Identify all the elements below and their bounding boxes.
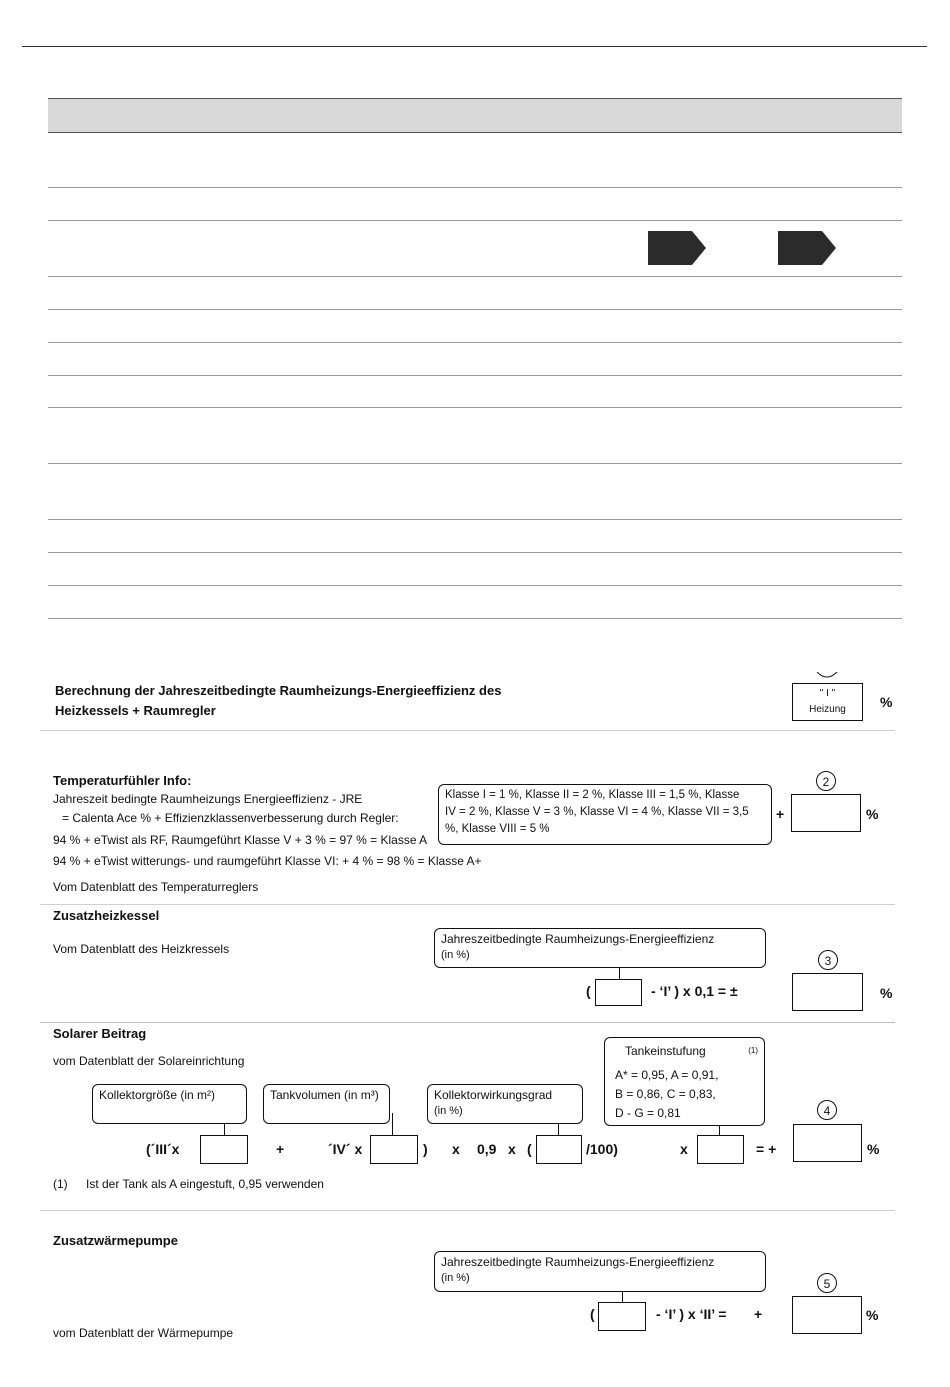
temp-line2: = Calenta Ace % + Effizienzklassenverbesserung durch Regler: [62, 811, 399, 825]
table-row-line [48, 375, 902, 376]
formula-x: x [680, 1141, 688, 1157]
table-row-line [48, 342, 902, 343]
percent-sign: % [866, 1307, 879, 1323]
percent-sign: % [867, 1141, 880, 1157]
wp-heading: Zusatzwärmepumpe [53, 1233, 178, 1248]
wirkungsgrad-input-box[interactable] [536, 1135, 582, 1164]
temp-line5: Vom Datenblatt des Temperaturreglers [53, 880, 259, 894]
percent-sign: % [880, 985, 893, 1001]
tankvolumen-box [263, 1084, 390, 1124]
table-row-line [48, 519, 902, 520]
wp-result-box[interactable] [792, 1296, 862, 1334]
connector-line [619, 968, 620, 979]
connector-line [558, 1124, 559, 1135]
kollektor-box [92, 1084, 247, 1124]
footnote-mark: (1) [53, 1177, 68, 1191]
kollektorwirkungsgrad-unit: (in %) [434, 1105, 463, 1117]
wp-formula: - ‘I’ ) x ‘II’ = [656, 1306, 727, 1322]
regler-result-box[interactable] [791, 794, 861, 832]
top-rule [22, 46, 927, 47]
connector-line [719, 1126, 720, 1135]
tank-class-box [604, 1037, 765, 1126]
klassen-line3: %, Klasse VIII = 5 % [445, 823, 550, 835]
tankvolumen-label: Tankvolumen (in m³) [270, 1088, 379, 1102]
formula-factor: 0,9 [477, 1141, 497, 1157]
table-header-row [48, 98, 902, 133]
step-number-5: 5 [817, 1273, 837, 1293]
footnote-text: Ist der Tank als A eingestuft, 0,95 verwenden [86, 1177, 324, 1191]
zusatz-eff-box [434, 928, 766, 968]
connector-line [392, 1113, 393, 1135]
klassen-line2: IV = 2 %, Klasse V = 3 %, Klasse VI = 4 %, Klasse VII = 3,5 [445, 806, 749, 818]
calc-title-line1: Berechnung der Jahreszeitbedingte Raumheizungs-Energieeffizienz des [55, 683, 502, 698]
temp-line3: 94 % + eTwist als RF, Raumgeführt Klasse V + 3 % = 97 % = Klasse A [53, 833, 428, 847]
zusatz-heading: Zusatzheizkessel [53, 908, 160, 923]
zusatz-eff-line1: Jahreszeitbedingte Raumheizungs-Energieeffizienz [441, 932, 715, 946]
wp-eff-line2: (in %) [441, 1272, 470, 1284]
kollektorwirkungsgrad-box [427, 1084, 583, 1124]
section-divider [40, 730, 895, 731]
calc-title-line2: Heizkessels + Raumregler [55, 703, 216, 718]
zusatz-result-box[interactable] [792, 973, 863, 1011]
formula-x: x [452, 1141, 460, 1157]
table-row-line [48, 187, 902, 188]
heizung-i-label: " I " [819, 688, 836, 699]
table-row-line [48, 585, 902, 586]
table-row-line [48, 309, 902, 310]
zusatz-source: Vom Datenblatt des Heizkressels [53, 942, 230, 956]
section-divider [40, 1022, 895, 1023]
formula-iii: (´III´x [146, 1141, 180, 1157]
tankvolumen-input-box[interactable] [370, 1135, 418, 1164]
section-divider [40, 1210, 895, 1211]
zusatz-input-box[interactable] [595, 979, 642, 1006]
temp-heading: Temperaturfühler Info: [53, 773, 192, 788]
klassen-info-box [438, 784, 772, 845]
section-divider [40, 904, 895, 905]
formula-open-paren: ( [527, 1141, 532, 1157]
wp-input-box[interactable] [598, 1302, 646, 1331]
formula-x: x [508, 1141, 516, 1157]
tank-class-title: Tankeinstufung [625, 1044, 706, 1058]
formula-equals: = + [756, 1141, 777, 1157]
tank-class-note: (1) [748, 1046, 758, 1055]
wp-eff-line1: Jahreszeitbedingte Raumheizungs-Energieeffizienz [441, 1255, 715, 1269]
plus-sign: + [754, 1306, 763, 1322]
open-paren: ( [586, 983, 591, 999]
solar-source: vom Datenblatt der Solareinrichtung [53, 1054, 245, 1068]
percent-sign: % [880, 694, 893, 710]
step-number-4: 4 [817, 1100, 837, 1120]
step-number-3: 3 [818, 950, 838, 970]
step-number-2: 2 [816, 771, 836, 791]
heizung-label: Heizung [809, 704, 846, 715]
tank-class-input-box[interactable] [697, 1135, 744, 1164]
formula-iv: ´IV´ x [328, 1141, 363, 1157]
temp-line4: 94 % + eTwist witterungs- und raumgeführt Klasse VI: + 4 % = 98 % = Klasse A+ [53, 854, 482, 868]
table-row-line [48, 463, 902, 464]
table-row-line [48, 618, 902, 619]
percent-sign: % [866, 806, 879, 822]
tank-class-line1: A* = 0,95, A = 0,91, [615, 1068, 719, 1082]
table-row-line [48, 276, 902, 277]
formula-div: /100) [586, 1141, 618, 1157]
kollektor-input-box[interactable] [200, 1135, 248, 1164]
table-row-line [48, 552, 902, 553]
kollektorwirkungsgrad-label: Kollektorwirkungsgrad [434, 1088, 553, 1102]
tank-class-line3: D - G = 0,81 [615, 1106, 681, 1120]
energy-class-arrow-icon [778, 231, 836, 265]
solar-result-box[interactable] [793, 1124, 862, 1162]
wp-eff-box [434, 1251, 766, 1292]
formula-close-paren: ) [423, 1141, 428, 1157]
kollektor-label: Kollektorgröße (in m²) [99, 1088, 216, 1102]
open-paren: ( [590, 1306, 595, 1322]
connector-line [622, 1292, 623, 1302]
connector-line [224, 1124, 225, 1135]
temp-line1: Jahreszeit bedingte Raumheizungs Energieeffizienz - JRE [53, 792, 363, 806]
heizung-i-box[interactable] [792, 683, 863, 721]
klassen-line1: Klasse I = 1 %, Klasse II = 2 %, Klasse III = 1,5 %, Klasse [445, 789, 740, 801]
table-row-line [48, 407, 902, 408]
tank-class-line2: B = 0,86, C = 0,83, [615, 1087, 716, 1101]
energy-class-arrow-icon [648, 231, 706, 265]
zusatz-formula: - ‘I’ ) x 0,1 = ± [651, 983, 738, 999]
plus-sign: + [776, 806, 785, 822]
table-row-line [48, 220, 902, 221]
solar-heading: Solarer Beitrag [53, 1026, 147, 1041]
wp-source: vom Datenblatt der Wärmepumpe [53, 1326, 234, 1340]
formula-plus: + [276, 1141, 285, 1157]
zusatz-eff-line2: (in %) [441, 949, 470, 961]
